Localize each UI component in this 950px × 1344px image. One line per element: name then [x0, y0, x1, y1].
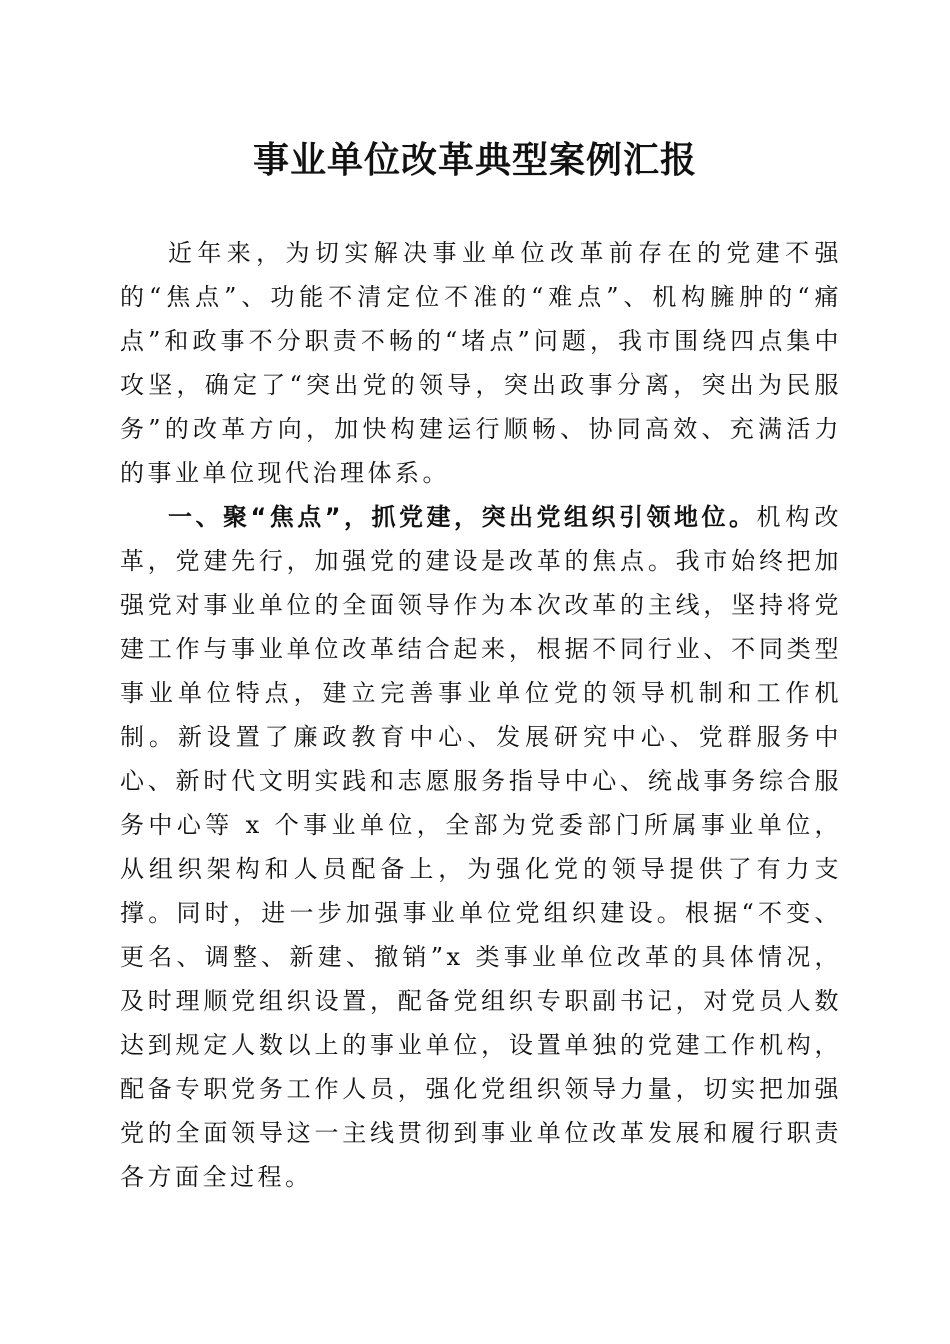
section-1-heading: 一、聚“焦点”，抓党建，突出党组织引领地位。: [168, 503, 757, 531]
section-1-paragraph: [120, 495, 842, 1199]
document-title: 事业单位改革典型案例汇报: [252, 139, 697, 181]
document-body: [120, 231, 842, 1199]
intro-paragraph: 近年来，为切实解决事业单位改革前存在的党建不强的“焦点”、功能不清定位不准的“难点”、机构臃肿的“痛点”和政事不分职责不畅的“堵点”问题，我市围绕四点集中攻坚，确定了“突出党的领导，突出政事分离，突出为民服务”的改革方向，加快构建运行顺畅、协同高效、充满活力的事业单位现代治理体系。: [120, 239, 842, 487]
section-1-body: 机构改革，党建先行，加强党的建设是改革的焦点。我市始终把加强党对事业单位的全面领导作为本次改革的主线，坚持将党建工作与事业单位改革结合起来，根据不同行业、不同类型事业单位特点，建立完善事业单位党的领导机制和工作机制。新设置了廉政教育中心、发展研究中心、党群服务中心、新时代文明实践和志愿服务指导中心、统战事务综合服务中心等 x 个事业单位，全部为党委部门所属事业单位，从组织架构和人员配备上，为强化党的领导提供了有力支撑。同时，进一步加强事业单位党组织建设。根据“不变、更名、调整、新建、撤销”x 类事业单位改革的具体情况，及时理顺党组织设置，配备党组织专职副书记，对党员人数达到规定人数以上的事业单位，设置单独的党建工作机构，配备专职党务工作人员，强化党组织领导力量，切实把加强党的全面领导这一主线贯彻到事业单位改革发展和履行职责各方面全过程。: [120, 503, 843, 1191]
